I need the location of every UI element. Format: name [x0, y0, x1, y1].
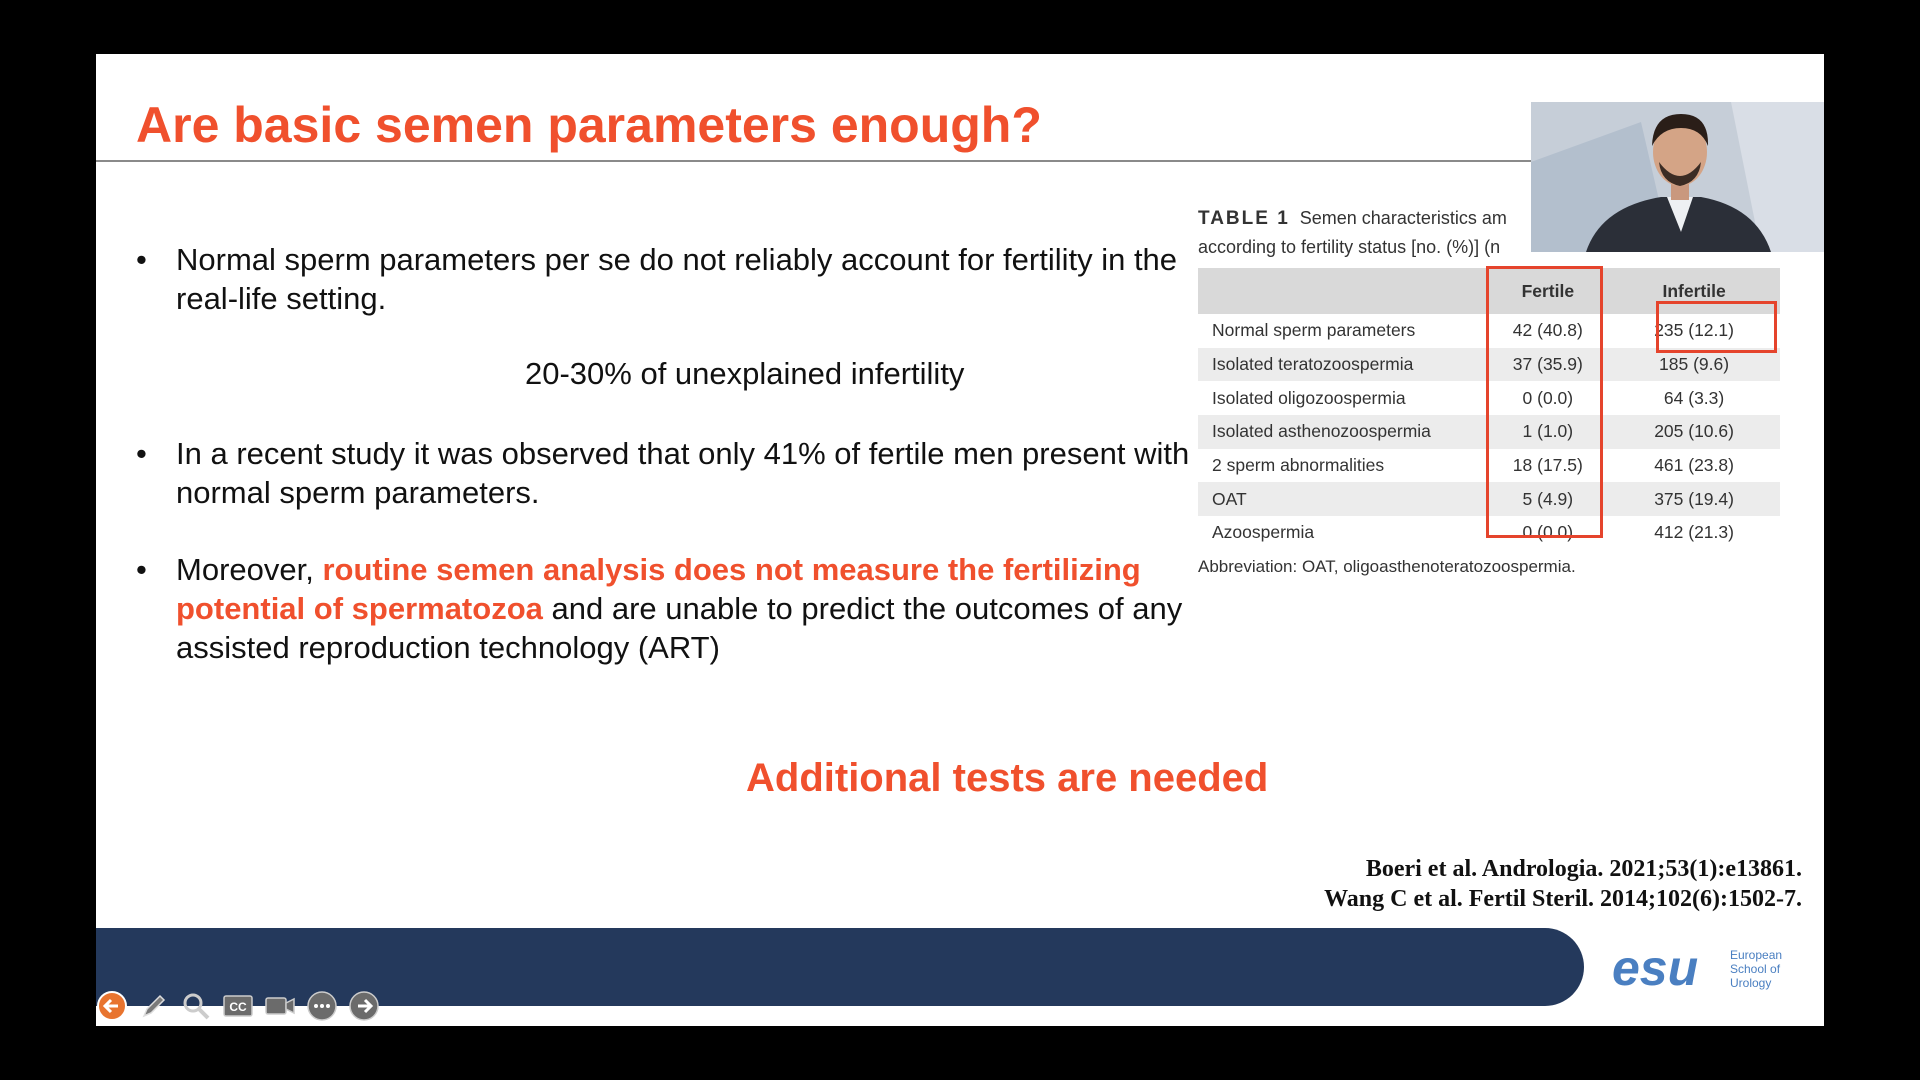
logo-line2: School of	[1730, 962, 1781, 976]
header-fertile: Fertile	[1488, 268, 1609, 314]
camera-button[interactable]	[264, 990, 296, 1022]
cc-label: CC	[229, 1000, 247, 1014]
row-label: Isolated teratozoospermia	[1198, 348, 1488, 382]
header-blank	[1198, 268, 1488, 314]
zoom-button[interactable]	[180, 990, 212, 1022]
camera-icon	[264, 990, 296, 1022]
logo-line1: European	[1730, 948, 1783, 962]
unexplained-infertility-note: 20-30% of unexplained infertility	[525, 356, 965, 391]
row-label: Isolated asthenozoospermia	[1198, 415, 1488, 449]
conclusion-text: Additional tests are needed	[746, 756, 1269, 800]
next-slide-button[interactable]	[348, 990, 380, 1022]
bullet-marker: •	[136, 552, 147, 587]
fertile-value: 0 (0.0)	[1522, 387, 1574, 408]
slide-title: Are basic semen parameters enough?	[136, 97, 1042, 153]
title-divider	[96, 160, 1531, 162]
infertile-value: 461 (23.8)	[1654, 455, 1734, 476]
row-label: OAT	[1198, 482, 1488, 516]
reference-item: Boeri et al. Andrologia. 2021;53(1):e13861.	[1365, 856, 1802, 882]
infertile-value: 185 (9.6)	[1608, 348, 1780, 382]
bullet-marker: •	[136, 436, 147, 471]
table-abbreviation: Abbreviation: OAT, oligoasthenoteratozoospermia.	[1198, 557, 1576, 576]
bullet-text	[176, 550, 1226, 667]
table-caption-line1: Semen characteristics am	[1299, 208, 1507, 228]
infertile-value: 205 (10.6)	[1608, 415, 1780, 449]
infertile-normal-highlight	[1656, 301, 1777, 353]
zoom-icon	[180, 990, 212, 1022]
bullet-marker: •	[136, 242, 147, 277]
closed-captions-button[interactable]	[222, 990, 254, 1022]
bullet-suffix: and are unable to predict the outcomes of any assisted reproduction technology (ART)	[176, 591, 1183, 665]
previous-slide-icon	[96, 990, 128, 1022]
row-label: Isolated oligozoospermia	[1212, 387, 1406, 408]
pen-icon	[138, 990, 170, 1022]
infertile-value: 64 (3.3)	[1663, 387, 1725, 408]
next-slide-icon	[348, 990, 380, 1022]
row-label: Azoospermia	[1212, 522, 1315, 543]
fertile-value: 0 (0.0)	[1522, 522, 1574, 543]
bullet-prefix: Moreover,	[176, 552, 323, 587]
logo-line3: Urology	[1730, 976, 1772, 990]
fertile-value: 18 (17.5)	[1512, 455, 1583, 476]
fertile-value: 37 (35.9)	[1488, 348, 1609, 382]
bullet-text: In a recent study it was observed that only 41% of fertile men present with normal sperm parameters.	[176, 436, 1190, 510]
infertile-value: 235 (12.1)	[1654, 320, 1734, 341]
fertile-value: 42 (40.8)	[1512, 320, 1583, 341]
table-label: TABLE 1	[1198, 208, 1290, 229]
reference-item: Wang C et al. Fertil Steril. 2014;102(6):1502-7.	[1324, 886, 1802, 912]
fertile-value: 1 (1.0)	[1488, 415, 1609, 449]
logo-brand: esu	[1612, 943, 1699, 995]
more-options-button[interactable]	[306, 990, 338, 1022]
infertile-value: 412 (21.3)	[1654, 522, 1734, 543]
row-label: Normal sperm parameters	[1212, 320, 1416, 341]
esu-logo	[1612, 943, 1802, 995]
fertile-column-highlight	[1486, 266, 1603, 538]
table-caption-line2: according to fertility status [no. (%)] (n	[1198, 237, 1501, 257]
references	[1324, 854, 1802, 914]
more-options-icon	[306, 990, 338, 1022]
infertile-value: 375 (19.4)	[1608, 482, 1780, 516]
previous-slide-button[interactable]	[96, 990, 128, 1022]
row-label: 2 sperm abnormalities	[1212, 455, 1385, 476]
bullet-text: Normal sperm parameters per se do not reliably account for fertility in the real-life setting.	[176, 242, 1178, 316]
closed-captions-icon	[222, 990, 254, 1022]
slide	[96, 54, 1824, 1026]
fertile-value: 5 (4.9)	[1488, 482, 1609, 516]
presenter-video	[1531, 102, 1824, 252]
pen-tool-button[interactable]	[138, 990, 170, 1022]
header-infertile: Infertile	[1608, 268, 1780, 314]
highlighted-statement: routine semen analysis does not measure the fertilizing potential of spermatozoa	[176, 552, 1141, 626]
presenter-webcam	[1531, 102, 1824, 252]
